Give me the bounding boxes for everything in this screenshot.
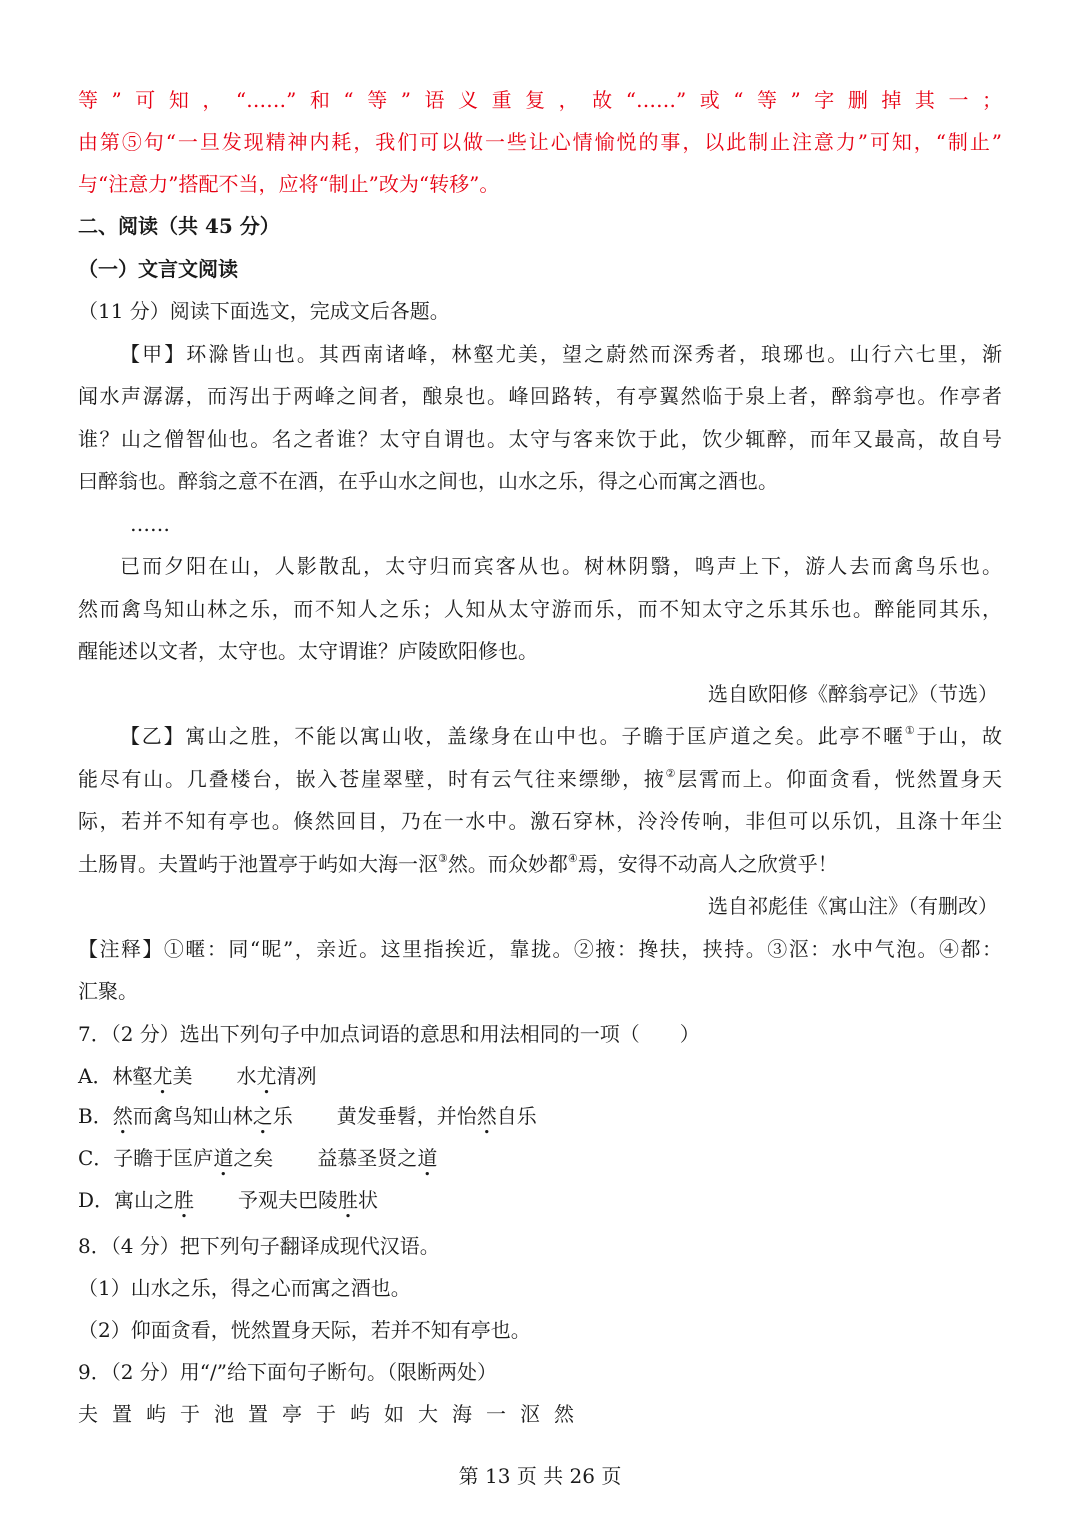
passage-yi-line-3: 际，若并不知有亭也。倏然回目，乃在一水中。激石穿林，泠泠传响，非但可以乐饥，且涤十年尘: [78, 809, 1002, 833]
passage-yi-line-4: 土肠胃。夫置屿于池置亭于屿如大海一沤③然。而众妙都④焉，安得不动高人之欣赏乎！: [78, 852, 838, 876]
annotation-line-2: 汇聚。: [78, 979, 138, 1003]
annotation-line-1: 【注释】①暱：同“昵”，亲近。这里指挨近，靠拢。②掖：搀扶，挟持。③沤：水中气泡。④都：: [78, 937, 1002, 961]
passage-jia-line-1: 【甲】环滁皆山也。其西南诸峰，林壑尤美，望之蔚然而深秀者，琅琊也。山行六七里，渐: [120, 342, 1002, 366]
passage-jia-line-2: 闻水声潺潺，而泻出于两峰之间者，酿泉也。峰回路转，有亭翼然临于泉上者，醉翁亭也。作亭者: [78, 384, 1002, 408]
passage-yi-line-1: 【乙】寓山之胜，不能以寓山收，盖缘身在山中也。子瞻于匡庐道之矣。此亭不暱①于山，故: [120, 724, 1003, 748]
passage-ellipsis: ……: [130, 512, 170, 536]
footnote-marker-4: ④: [567, 852, 578, 865]
passage-yi-line-2: 能尽有山。几叠楼台，嵌入苍崖翠壁，时有云气往来缥缈，掖②层霄而上。仰面贪看，恍然置身天: [78, 767, 1003, 791]
passage-jia-source: 选自欧阳修《醉翁亭记》（节选）: [708, 682, 998, 706]
question-8-sentence-1: （1）山水之乐，得之心而寓之酒也。: [78, 1276, 411, 1300]
section-title-reading: 二、阅读（共 45 分）: [78, 214, 280, 238]
passage-yi-source: 选自祁彪佳《寓山注》（有删改）: [708, 894, 998, 918]
answer-explanation-line-1: 等”可知，“……”和“等”语义重复，故“……”或“等”字删掉其一；: [78, 88, 1002, 112]
passage-jia-line-5: 已而夕阳在山，人影散乱，太守归而宾客从也。树林阴翳，鸣声上下，游人去而禽鸟乐也。: [120, 554, 1002, 578]
subsection-title-classical: （一）文言文阅读: [78, 257, 238, 281]
question-7-option-d[interactable]: D．寓山之胜 予观夫巴陵胜状: [78, 1188, 379, 1212]
question-9-sentence: 夫置屿于池置亭于屿如大海一沤然: [78, 1402, 588, 1426]
question-7-stem: 7．（2 分）选出下列句子中加点词语的意思和用法相同的一项（ ）: [78, 1022, 700, 1046]
footnote-marker-2: ②: [665, 767, 678, 780]
question-7-option-a[interactable]: A．林壑尤美 水尤清冽: [78, 1064, 317, 1088]
reading-instructions: （11 分）阅读下面选文，完成文后各题。: [78, 299, 450, 323]
question-8-stem: 8．（4 分）把下列句子翻译成现代汉语。: [78, 1234, 440, 1258]
answer-explanation-line-2: 由第⑤句“一旦发现精神内耗，我们可以做一些让心情愉悦的事，以此制止注意力”可知，“制止”: [78, 130, 1002, 154]
page-footer: 第 13 页 共 26 页: [458, 1464, 622, 1488]
passage-jia-line-7: 醒能述以文者，太守也。太守谓谁？庐陵欧阳修也。: [78, 639, 538, 663]
question-7-option-b[interactable]: B．然而禽鸟知山林之乐 黄发垂髫，并怡然自乐: [78, 1104, 537, 1128]
passage-jia-line-3: 谁？山之僧智仙也。名之者谁？太守自谓也。太守与客来饮于此，饮少辄醉，而年又最高，故自号: [78, 427, 1002, 451]
passage-jia-line-4: 曰醉翁也。醉翁之意不在酒，在乎山水之间也，山水之乐，得之心而寓之酒也。: [78, 469, 778, 493]
question-7-option-c[interactable]: C．子瞻于匡庐道之矣 益慕圣贤之道: [78, 1146, 438, 1170]
footnote-marker-3: ③: [438, 852, 448, 865]
footnote-marker-1: ①: [904, 724, 917, 737]
answer-explanation-line-3: 与“注意力”搭配不当，应将“制止”改为“转移”。: [78, 172, 500, 196]
question-8-sentence-2: （2）仰面贪看，恍然置身天际，若并不知有亭也。: [78, 1318, 531, 1342]
question-9-stem: 9．（2 分）用“/”给下面句子断句。（限断两处）: [78, 1360, 497, 1384]
passage-jia-line-6: 然而禽鸟知山林之乐，而不知人之乐；人知从太守游而乐，而不知太守之乐其乐也。醉能同其乐，: [78, 597, 1002, 621]
